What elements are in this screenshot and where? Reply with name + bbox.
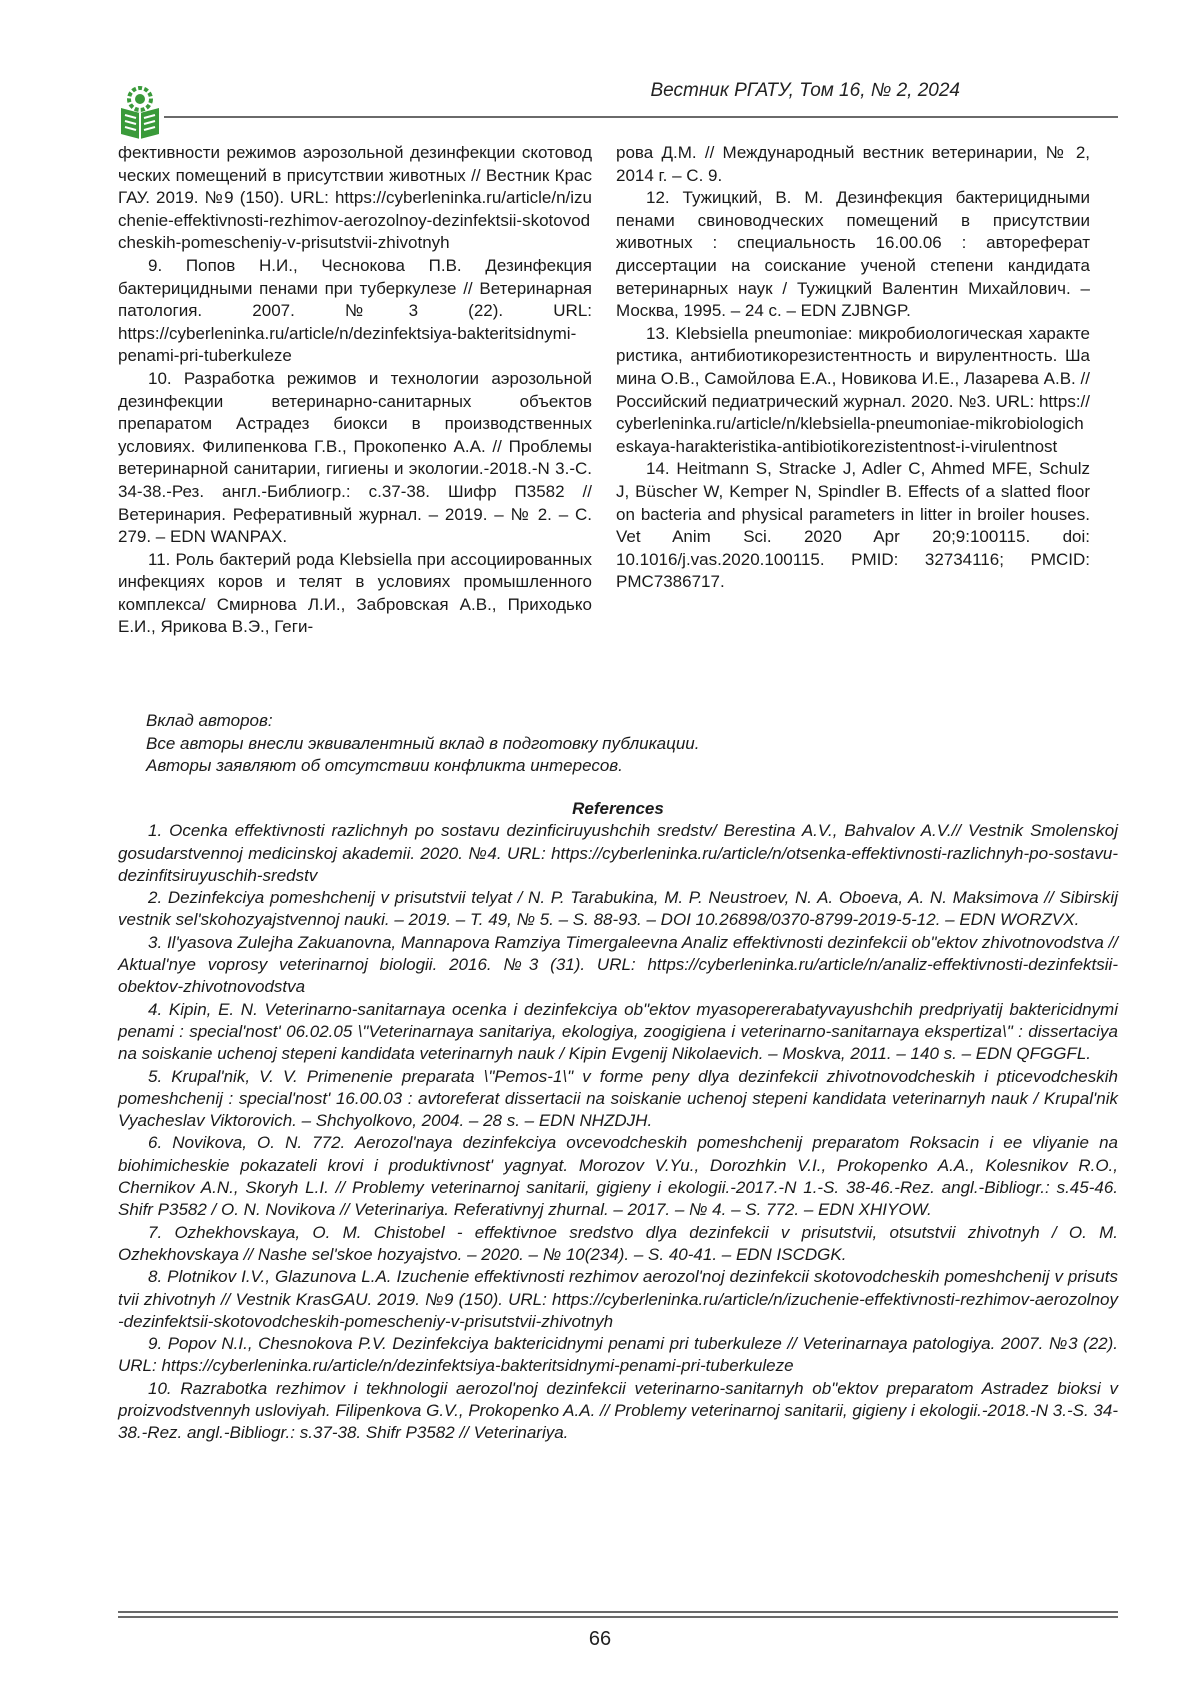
journal-logo-icon [118, 82, 162, 140]
footer-rule [118, 1611, 1118, 1613]
reference-entry: 8. Plotnikov I.V., Glazunova L.A. Izuchenie effektivnosti rezhimov aerozol'noj dezinfekcii skotovodcheskih pomeshchenij v prisutstvii zhivotnyh // Vestnik KrasGAU. 2019. №9 (150). URL: https://cyberleninka.ru/article/n/izuchenie-effektivnosti-rezhimov-aerozolnoy-dezinfektsii-skotovodcheskih-pomescheniy-v-prisutstvii-zhivotnyh [118, 1267, 1118, 1331]
reference-item: 10. Разработка режимов и технологии аэрозольной дезинфекции ветеринарно-санитарных объектов препаратом Астрадез биокси в производственных условиях. Филипенкова Г.В., Прокопенко А.А. // Проблемы ветеринарной санитарии, гигиены и экологии.-2018.-N 3.-С. 34-38.-Рез. англ.-Библиогр.: с.37-38. Шифр П3582 // Ветеринария. Реферативный журнал. – 2019. – № 2. – С. 279. – EDN WANPAX. [118, 368, 592, 547]
journal-title: Вестник РГАТУ, Том 16, № 2, 2024 [650, 80, 960, 101]
authors-contribution [146, 710, 1106, 778]
reference-item: 14. Heitmann S, Stracke J, Adler C, Ahmed MFE, Schulz J, Büscher W, Kemper N, Spindler B. Effects of a slatted floor on bacteria and physical parameters in litter in broiler houses. Vet Anim Sci. 2020 Apr 20;9:100115. doi: 10.1016/j.vas.2020.100115. PMID: 32734116; PMCID: PMC7386717. [616, 459, 1090, 592]
right-column [616, 142, 1090, 594]
conflict-statement: Авторы заявляют об отсутствии конфликта интересов. [146, 756, 623, 776]
reference-entry: 6. Novikova, O. N. 772. Aerozol'naya dezinfekciya ovcevodcheskih pomeshchenij preparatom Roksacin i ee vliyanie na biohimicheskie pokazateli krovi i produktivnost' yagnyat. Morozov V.Yu., Dorozhkin V.I., Prokopenko A.A., Kolesnikov R.O., Chernikov A.N., Skoryh L.I. // Problemy veterinarnoj sanitarii, gigieny i ekologii.-2017.-N 1.-S. 38-46.-Rez. angl.-Bibliogr.: s.45-46. Shifr P3582 / O. N. Novikova // Veterinariya. Referativnyj zhurnal. – 2017. – № 4. – S. 772. – EDN XHIYOW. [118, 1133, 1118, 1220]
references-heading: References [572, 799, 664, 818]
reference-item: фективности режимов аэрозольной дезинфекции скотоводческих помещений в присутствии животных // Вестник КрасГАУ. 2019. №9 (150). URL: https://cyberleninka.ru/article/n/izuchenie-effektivnosti-rezhimov-aerozolnoy-dezinfektsii-skotovodcheskih-pomescheniy-v-prisutstvii-zhivotnyh [118, 143, 592, 253]
footer-rule [118, 1616, 1118, 1618]
page-number: 66 [588, 1628, 612, 1650]
reference-entry: 2. Dezinfekciya pomeshchenij v prisutstvii telyat / N. P. Tarabukina, M. P. Neustroev, N. A. Oboeva, A. N. Maksimova // Sibirskij vestnik sel'skohozyajstvennoj nauki. – 2019. – T. 49, № 5. – S. 88-93. – DOI 10.26898/0370-8799-2019-5-12. – EDN WORZVX. [118, 888, 1118, 930]
reference-item: 12. Тужицкий, В. М. Дезинфекция бактерицидными пенами свиноводческих помещений в присутствии животных : специальность 16.00.06 : автореферат диссертации на соискание ученой степени кандидата ветеринарных наук / Тужицкий Валентин Михайлович. – Москва, 1995. – 24 с. – EDN ZJBNGP. [616, 188, 1090, 321]
contribution-statement: Все авторы внесли эквивалентный вклад в подготовку публикации. [146, 733, 700, 753]
reference-entry: 7. Ozhekhovskaya, O. M. Chistobel - effektivnoe sredstvo dlya dezinfekcii v prisutstvii, otsutstvii zhivotnyh / O. M. Ozhekhovskaya // Nashe sel'skoe hozyajstvo. – 2020. – № 10(234). – S. 40-41. – EDN ISCDGK. [118, 1222, 1118, 1264]
reference-item: рова Д.М. // Международный вестник ветеринарии, № 2, 2014 г. – С. 9. [616, 143, 1090, 185]
left-column [118, 142, 592, 639]
reference-entry: 4. Kipin, E. N. Veterinarno-sanitarnaya ocenka i dezinfekciya ob"ektov myasopererabatyvayushchih predpriyatij baktericidnymi penami : special'nost' 06.02.05 \"Veterinarnaya sanitariya, ekologiya, zoogigiena i veterinarno-sanitarnaya ekspertiza\" : dissertaciya na soiskanie uchenoj stepeni kandidata veterinarnyh nauk / Kipin Evgenij Nikolaevich. – Moskva, 2011. – 140 s. – EDN QFGGFL. [118, 999, 1118, 1064]
reference-entry: 1. Ocenka effektivnosti razlichnyh po sostavu dezinficiruyushchih sredstv/ Berestina A.V., Bahvalov A.V.// Vestnik Smolenskoj gosudarstvennoj medicinskoj akademii. 2020. №4. URL: https://cyberleninka.ru/article/n/otsenka-effektivnosti-razlichnyh-po-sostavu-dezinfitsiruyuschih-sredstv [118, 821, 1118, 885]
reference-entry: 10. Razrabotka rezhimov i tekhnologii aerozol'noj dezinfekcii veterinarno-sanitarnyh ob"ektov preparatom Astradez bioksi v proizvodstvennyh usloviyah. Filipenkova G.V., Prokopenko A.A. // Problemy veterinarnoj sanitarii, gigieny i ekologii.-2018.-N 3.-S. 34-38.-Rez. angl.-Bibliogr.: s.37-38. Shifr P3582 // Veterinariya. [118, 1378, 1118, 1443]
header-rule [164, 116, 1118, 118]
reference-entry: 3. Il'yasova Zulejha Zakuanovna, Mannapova Ramziya Timergaleevna Analiz effektivnosti dezinfekcii ob"ektov zhivotnovodstva // Aktual'nye voprosy veterinarnoj biologii. 2016. №3 (31). URL: https://cyberleninka.ru/article/n/analiz-effektivnosti-dezinfektsii-obektov-zhivotnovodstva [118, 932, 1118, 997]
reference-item: 13. Klebsiella pneumoniae: микробиологическая характеристика, антибиотикорезистентность и вирулентность. Шамина О.В., Самойлова Е.А., Новикова И.Е., Лазарева А.В. // Российский педиатрический журнал. 2020. №3. URL: https://cyberleninka.ru/article/n/klebsiella-pneumoniae-mikrobiologicheskaya-harakteristika-antibiotikorezistentnost-i-virulentnost [616, 323, 1090, 456]
reference-item: 9. Попов Н.И., Чеснокова П.В. Дезинфекция бактерицидными пенами при туберкулезе // Ветеринарная патология. 2007. №3 (22). URL: https://cyberleninka.ru/article/n/dezinfektsiya-bakteritsidnymi-penami-pri-tuberkuleze [118, 255, 592, 366]
references-section [118, 798, 1118, 1445]
reference-entry: 9. Popov N.I., Chesnokova P.V. Dezinfekciya baktericidnymi penami pri tuberkuleze // Veterinarnaya patologiya. 2007. №3 (22). URL: https://cyberleninka.ru/article/n/dezinfektsiya-bakteritsidnymi-penami-pri-tuberkuleze [118, 1334, 1118, 1376]
contribution-title: Вклад авторов: [146, 711, 273, 730]
reference-entry: 5. Krupal'nik, V. V. Primenenie preparata \"Pemos-1\" v forme peny dlya dezinfekcii zhivotnovodcheskih i pticevodcheskih pomeshchenij : special'nost' 16.00.03 : avtoreferat dissertacii na soiskanie uchenoj stepeni kandidata veterinarnyh nauk / Krupal'nik Vyacheslav Viktorovich. – Shchyolkovo, 2004. – 28 s. – EDN NHZDJH. [118, 1066, 1118, 1131]
reference-item: 11. Роль бактерий рода Klebsiella при ассоциированных инфекциях коров и телят в условиях промышленного комплекса/ Смирнова Л.И., Забровская А.В., Приходько Е.И., Ярикова В.Э., Геги- [118, 549, 592, 637]
